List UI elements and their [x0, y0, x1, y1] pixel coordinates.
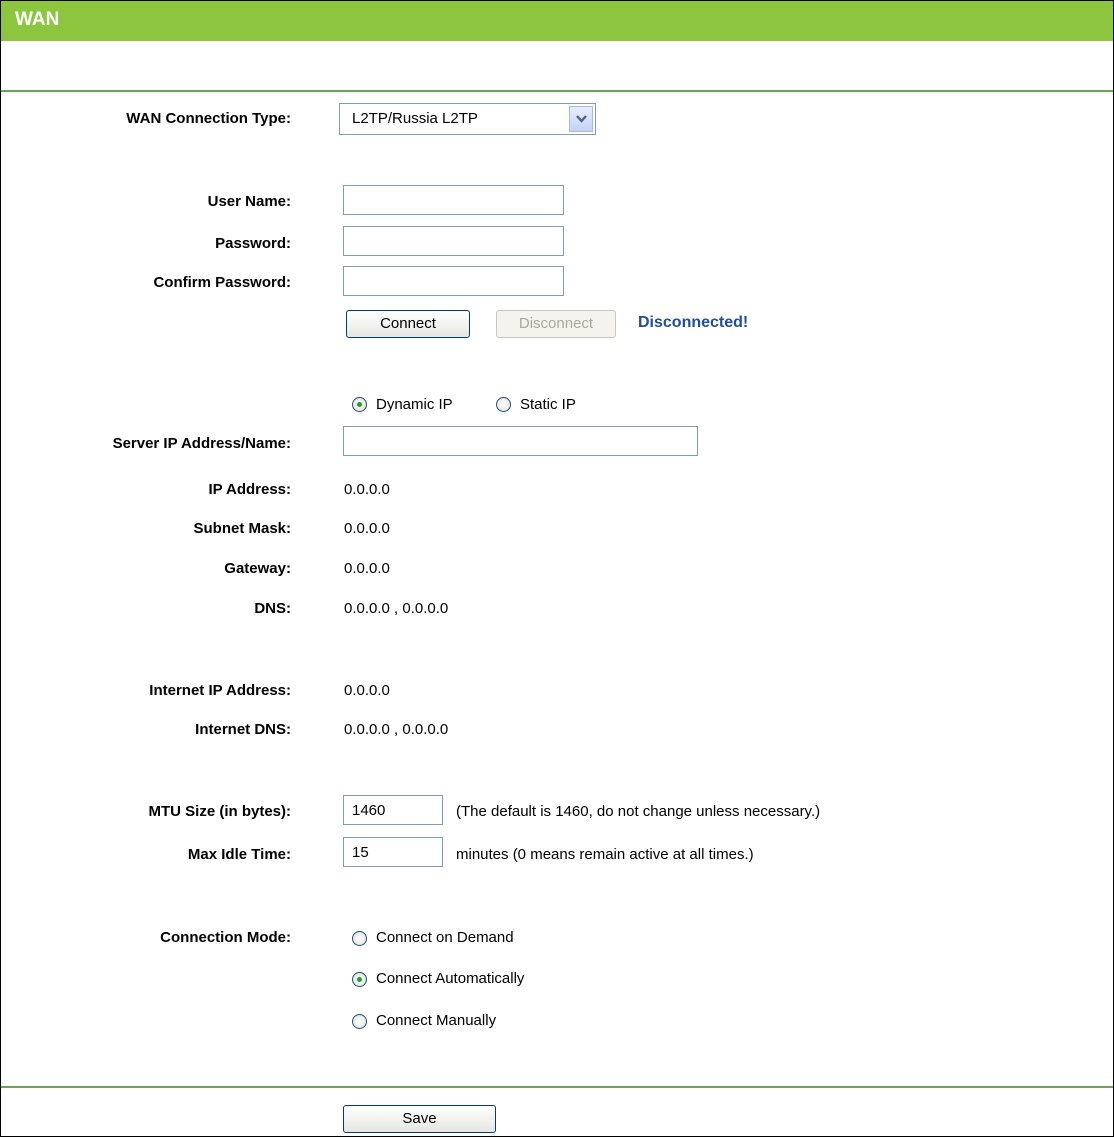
mtu-input[interactable] [343, 795, 443, 825]
password-input[interactable] [343, 226, 564, 256]
divider-bottom [1, 1086, 1113, 1088]
connect-on-demand-radio[interactable] [352, 931, 367, 946]
gateway-value: 0.0.0.0 [344, 560, 390, 577]
connect-button[interactable]: Connect [346, 310, 470, 338]
connect-automatically-label: Connect Automatically [376, 970, 525, 987]
static-ip-radio[interactable] [496, 397, 511, 412]
ip-address-value: 0.0.0.0 [344, 481, 390, 498]
internet-ip-value: 0.0.0.0 [344, 682, 390, 699]
dynamic-ip-label: Dynamic IP [376, 396, 453, 413]
connection-mode-label: Connection Mode: [160, 929, 291, 946]
connect-manually-radio[interactable] [352, 1014, 367, 1029]
dns-value: 0.0.0.0 , 0.0.0.0 [344, 600, 449, 617]
wan-type-selected-value: L2TP/Russia L2TP [352, 110, 478, 127]
wan-type-label: WAN Connection Type: [126, 110, 291, 127]
chevron-down-icon[interactable] [569, 106, 593, 132]
connection-status: Disconnected! [638, 314, 749, 331]
max-idle-hint: minutes (0 means remain active at all times.) [456, 846, 754, 863]
disconnect-button[interactable]: Disconnect [496, 310, 616, 338]
subnet-mask-label: Subnet Mask: [193, 520, 291, 537]
mtu-hint: (The default is 1460, do not change unless necessary.) [456, 803, 821, 820]
internet-dns-value: 0.0.0.0 , 0.0.0.0 [344, 721, 449, 738]
wan-type-select[interactable] [339, 103, 596, 135]
save-button[interactable]: Save [343, 1105, 496, 1133]
user-name-input[interactable] [343, 185, 564, 215]
dynamic-ip-radio[interactable] [352, 397, 367, 412]
confirm-password-input[interactable] [343, 266, 564, 296]
ip-address-label: IP Address: [208, 481, 291, 498]
server-input[interactable] [343, 426, 698, 456]
divider-top [1, 90, 1113, 92]
connect-manually-label: Connect Manually [376, 1012, 497, 1029]
password-label: Password: [215, 235, 291, 252]
header-bar [1, 1, 1113, 41]
connect-on-demand-label: Connect on Demand [376, 929, 514, 946]
dns-label: DNS: [254, 600, 291, 617]
static-ip-label: Static IP [520, 396, 576, 413]
max-idle-label: Max Idle Time: [187, 846, 291, 863]
mtu-label: MTU Size (in bytes): [148, 803, 291, 820]
subnet-mask-value: 0.0.0.0 [344, 520, 390, 537]
max-idle-input[interactable] [343, 837, 443, 867]
internet-dns-label: Internet DNS: [195, 721, 291, 738]
server-label: Server IP Address/Name: [112, 435, 291, 452]
gateway-label: Gateway: [224, 560, 291, 577]
connect-automatically-radio[interactable] [352, 972, 367, 987]
internet-ip-label: Internet IP Address: [149, 682, 291, 699]
confirm-password-label: Confirm Password: [153, 274, 291, 291]
page-title: WAN [15, 9, 60, 30]
user-name-label: User Name: [207, 193, 291, 210]
